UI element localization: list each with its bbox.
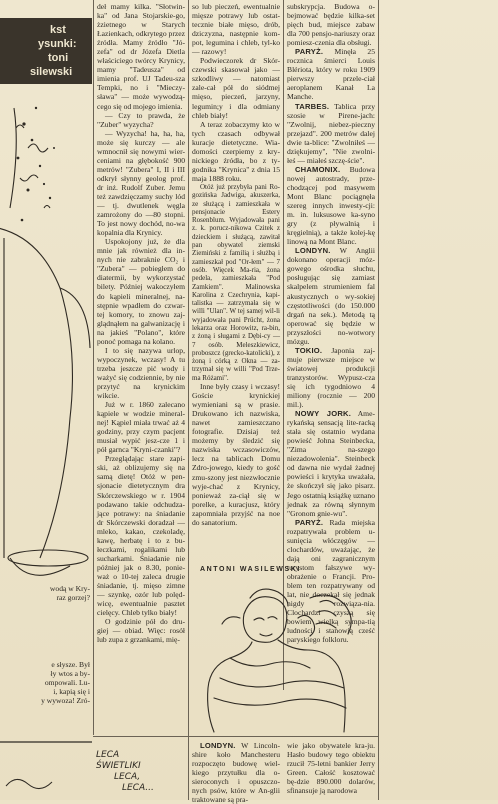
strip-line: ły wtos a by-: [50, 669, 90, 679]
news-item: LONDYN. W Lincoln-shire koło Manchesteru rozpoczęto budowę wiel-kiego przytułku dla o-sieroconych i opuszczo-nych psów, które w An-glii traktowane są pra-: [192, 741, 280, 804]
article-paragraph: so lub pieczeń, ewentualnie mięsze potrawy lub ostat-tecznie białe mięso, drób, dziczyzna, następnie kom-pot, legumina i chleb, tyl-ko — razowy!: [192, 2, 280, 57]
news-item: TARBES. Tablica przy szosie w Pirene-jach: "Zwolnij, niebez-pieczny przejazd". 200 metrów dalej dwie ta-blice: "Zwolniłeś — dziękujemy", "Nie zwolni-łeś — miałeś szczę-ście".: [287, 101, 375, 165]
bottom-news-left: [192, 741, 280, 804]
strip-line: y wywoza! Zró-: [41, 696, 90, 706]
credits-line: toni: [48, 52, 69, 64]
left-strip: [0, 0, 92, 800]
article-paragraph: — Czy to prawda, że "Zuber" wyzycha?: [97, 110, 185, 129]
handwritten-line: LECA...: [122, 783, 154, 793]
news-item: TOKIO. Japonia zaj-muje pierwsze miejsce w światowej produkcji tranzystorów. Wypusz-cza się ich tygodniowo 4 miliony (rocznie — 200 mil.).: [287, 345, 375, 410]
news-item: subskrypcja. Budowa o-bejmować będzie kilka-set pięch bud, miejsce zabaw dla 700 pensjo-nariuszy oraz pomiesz-czenia dla obsługi.: [287, 2, 375, 48]
strip-line: raz gorzej?: [56, 593, 90, 603]
article-paragraph: O godzinie pół do dru-giej — obiad. Więc: rosół lub zupa z grzankami, mię-: [97, 617, 185, 645]
article-paragraph: — Wyzycha! ha, ha, ha, może się kurczy — ale wmnocnił się nowymi wier-ceniami na głębokość 900 metrów! "Zubera" I, II i III odkrył słynny geolog prof. dr inż. Rudolf Zuber. Jemu też zawdzięczamy suchy lód — tj. dwutlenek węgla zamrożony do —80 stopni. To jest nowy dochód, no-wa kopalnia dla Krynicy.: [97, 128, 185, 238]
news-item: PARYŻ. Rada miejska rozpatrywała problem u-sunięcia włóczęgów — clochardów, uważając, że dają oni zagranicznym turystom fałszywe wy-obrażenie o Francji. Pro-blem ten rozpatrywany od lat, nie doczekał się jednak nigdy rozwiąza-nia. Clochardzi czyszą się bowiem wielką sympa-tią ludności i stanowią cześć paryskiego folkloru.: [287, 517, 375, 645]
article-paragraph: deł mamy kilka. "Słotwin-ka" od Jana Stojarskie-go, żzietnego w Starych Łazienkach, odkrytego przez źródła. Mamy źródło "Jó-zefa" od dr Józefa Dietla właściciego twórcy Krynicy, mamy "Tadeusza" od imienia prof. UJ Tadeu-sza Tempki, no i "Mieczy-sława" — może wywodzą-cego się od mojego imienia.: [97, 2, 185, 111]
strip-line: i, kapią się i: [53, 687, 90, 697]
handwritten-line: LECA,: [114, 772, 141, 782]
article-paragraph: Przeglądając stare zapi-ski, aż oblizujemy się na samą dietę! Otóż w pen-sjonacie dietetycznym dra Skórczewskiego w r. 1904 podawano takie odchudza-jące potrawy: na śniadanie dr Skórczewski doradzał — mleko, kakao, czekoladę, kawę, herbatę i to z bu-łeczkami, rogalikami lub sucharkami. Śniadanie nie później jak o 8.30, ponie-waż o 10-tej zaleca drugie śniadanie, tj. mięso zimne — szynkę, ozór lub polęd-wicę, ewentualnie pasztet cielęcy. Chleb tylko biały!: [97, 454, 185, 618]
handwritten-caption: [96, 750, 166, 794]
strip-line: ompowali. Lu-: [44, 678, 90, 688]
credits-box: [0, 18, 92, 84]
news-item: LONDYN. W Anglii dokonano operacji móz-gowego ośrodka słuchu, posługując się zamiast skalpelem strumieniem fal akustycznych o wy-sokiej częstotliwości (do 150.000 drgań na sek.). Metodą tą operować się będzie w przyszłości no-wotwory mózgu.: [287, 246, 375, 346]
credits-line: ysunki:: [38, 38, 77, 50]
strip-line: wodą w Kry-: [49, 584, 90, 593]
strip-snippet-upper: [2, 584, 90, 602]
bottom-news-right: [287, 741, 375, 799]
credits-line: silewski: [30, 66, 73, 78]
right-margin: [380, 0, 498, 800]
article-column-2: [192, 2, 280, 562]
bottle-illustration: [0, 88, 92, 593]
handwritten-line: LECA ŚWIETLIKI: [96, 750, 141, 771]
strip-snippet-lower: [2, 660, 90, 705]
article-paragraph: Podwieczorek dr Skór-czewski skasował jako — szkodliwy — natomiast zale-cał pół do siódmej mięso, pieczeń, jarzyny, legumin;y i dla odmiany chleb biały!: [192, 56, 280, 120]
news-item: CHAMONIX. Budowa nowej autostrady, prze-chodzącej pod masywem Mont Blanc pociągnęła szereg innych inwesty-cji: m. in. luksusowe ka-syno gry (z pływalnią i kręgielnią), a także kolej-kę linową na Mont Blanc.: [287, 164, 375, 247]
article-paragraph: Uspokojony już, że dla mnie jak również dla in-nych nie zabraknie CO₂ i "Zubera" — pobiegłem do diatermii, by wykorzystać bilety. Później wakoczyłem do kąpieli mineralnej, na-stępnie wpadłem do czwar-tej komory, to znowu zaj-glądnąłem na galwanizację i na jakieś "Polano", które ponoć pomaga na kolano.: [97, 237, 185, 346]
strip-line: e słysze. Był: [51, 660, 90, 669]
news-column: [287, 2, 375, 688]
news-item: PARYŻ. Minęła 25 rocznica śmierci Louis Blériota, który w roku 1909 pierwszy przele-ciał aeroplanem Kanał La Manche.: [287, 47, 375, 102]
author-signature: ANTONI WASILEWSKI: [200, 566, 301, 573]
article-paragraph: Otóż już przybyła pani Ro-gozińska Jadwiga, akuszerka, ze służącą i zamieszkała w pensjonacie Estery Rosenblum. Wyjadowała pani z. k. porucz-nikowa Czitek z dzieckiem i służącą, zawitał pan obywatel ziemski Ziemiński z familią i służbą i zamieszkał pod "Or-łem" — 7 osób. Więcek Ma-ria, żona pedela, zamieszkała "Pod Zamkiem". Malinowska Karolina z Czechrynia, kapi-talistka — zatrzymała się w willi "Ulan". W tej samej wil-li wyjadowała pani Prücht, żona lekarza oraz Horowitz, ra-bin, z żoną i sługami z Dębi-cy — 7 osób. Meleszkiewicz, proboszcz (grecko-katolicki), z żoną i córką z Okna — za-trzymał się w willi "Pod Trze-ma Różami".: [192, 182, 280, 382]
news-item: NOWY JORK. Ame-rykańską sensacją lite-racką stała się ostatnio wydana powieść Johna Steinbecka, "Zima na-szego niezadowolenia". Steinbeck od dawna nie wydał żadnej powieści i krytyka uważała, że skończył się jako pisarz. Jego ostatnią książkę uznano jednak za równą słynnym "Gronom gnie-wu".: [287, 409, 375, 518]
article-paragraph: A teraz zobaczymy kto w tych czasach odbywał kuracje dietetyczne. Wia-domości czerpiemy z kry-nickiego źródła, bo z ty-godnika "Krynica" z dnia 15 maja 1888 roku.: [192, 119, 280, 183]
cartoon-border: [0, 736, 92, 800]
article-paragraph: Już w r. 1860 zalecano kąpiele w wodzie mineral-nej! Kąpiel miała trwać aż 4 godziny, przy czym pacjent musiał wypić jesz-cze 1 i pół garnca "Kryni-czanki"?: [97, 400, 185, 455]
article-paragraph: Inne były czasy i wczasy! Goście krynickiej wymieniani są w prasie. Drukowano ich nazwiska, nawet zamieszczano fotografie. Dzisiaj też możemy by śledzić się nazwiska wczasowiczów, lecz na tablicach Domu Zdro-jowego, kiedy to gość zmu-szony jest niezwłocznie wyje-chać z Krynicy, ponieważ za-ciął się w porelke, a kuracjusz, który zapomniała przyjść na noe do sanatorium.: [192, 382, 280, 527]
article-column-1: [97, 2, 185, 732]
article-paragraph: I to się nazywa urlop, wypoczynek, wczasy! A tu trzeba jeszcze pić wody i ważyć się codziennie, by nie przytyć na krynickim wikcie.: [97, 345, 185, 401]
credits-line: kst: [50, 24, 66, 36]
news-item: wie jako obywatele kra-ju. Hasło budowy tego obiektu rzucił 75-letni bankier Jerry Green. Całość kosztować bę-dzie 890.000 dolarów, sfinansuje ją narodowa: [287, 741, 375, 796]
